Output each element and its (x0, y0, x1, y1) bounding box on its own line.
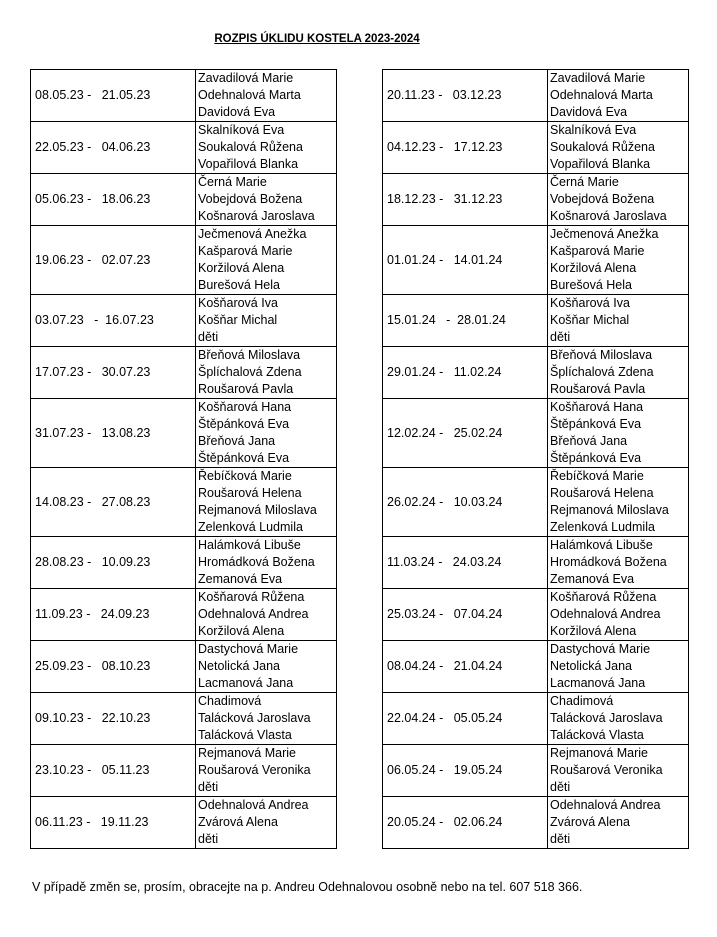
date-range: 14.08.23 - 27.08.23 (31, 468, 196, 537)
date-range: 09.10.23 - 22.10.23 (31, 693, 196, 745)
volunteer-names (548, 797, 689, 849)
schedule-row (383, 174, 689, 226)
volunteer-name: Štěpánková Eva (550, 417, 642, 431)
schedule-row (383, 468, 689, 537)
volunteer-name: Burešová Hela (198, 278, 280, 292)
volunteer-name: Davidová Eva (550, 105, 628, 119)
volunteer-name: Zemanová Eva (550, 572, 635, 586)
date-range: 03.07.23 - 16.07.23 (31, 295, 196, 347)
date-range: 08.04.24 - 21.04.24 (383, 641, 548, 693)
schedule-row (383, 122, 689, 174)
schedule-row (31, 797, 337, 849)
schedule-row (31, 226, 337, 295)
volunteer-names (548, 641, 689, 693)
volunteer-name: Košňarová Iva (198, 296, 278, 310)
volunteer-name: Odehnalová Andrea (198, 798, 309, 812)
volunteer-name: Ječmenová Anežka (198, 227, 307, 241)
date-range: 23.10.23 - 05.11.23 (31, 745, 196, 797)
volunteer-names (196, 226, 337, 295)
volunteer-name: Roušarová Helena (550, 486, 654, 500)
schedule-row (383, 693, 689, 745)
volunteer-name: Rejmanová Miloslava (550, 503, 669, 517)
volunteer-name: Koržilová Alena (198, 624, 285, 638)
volunteer-name: děti (550, 832, 571, 846)
date-range: 01.01.24 - 14.01.24 (383, 226, 548, 295)
volunteer-names (196, 641, 337, 693)
volunteer-name: Vopařilová Blanka (198, 157, 299, 171)
date-range: 11.09.23 - 24.09.23 (31, 589, 196, 641)
volunteer-name: Talácková Jaroslava (198, 711, 311, 725)
schedule-table-left (30, 69, 337, 849)
volunteer-name: Zvárová Alena (550, 815, 630, 829)
date-range: 08.05.23 - 21.05.23 (31, 70, 196, 122)
volunteer-name: Odehnalová Andrea (550, 607, 661, 621)
volunteer-name: Břeňová Miloslava (550, 348, 653, 362)
date-range: 26.02.24 - 10.03.24 (383, 468, 548, 537)
volunteer-names (548, 537, 689, 589)
schedule-row (31, 347, 337, 399)
schedule-row (383, 797, 689, 849)
volunteer-name: Skalníková Eva (550, 123, 637, 137)
volunteer-name: Odehnalová Andrea (198, 607, 309, 621)
volunteer-name: Kašparová Marie (198, 244, 293, 258)
schedule-row (31, 745, 337, 797)
volunteer-name: Hromádková Božena (550, 555, 667, 569)
volunteer-name: Kašparová Marie (550, 244, 645, 258)
volunteer-name: Košňar Michal (198, 313, 278, 327)
schedule-row (31, 589, 337, 641)
date-range: 18.12.23 - 31.12.23 (383, 174, 548, 226)
volunteer-names (548, 399, 689, 468)
volunteer-name: Zelenková Ludmila (550, 520, 655, 534)
schedule-row (383, 399, 689, 468)
volunteer-name: Zavadilová Marie (198, 71, 294, 85)
volunteer-names (548, 693, 689, 745)
schedule-row (383, 226, 689, 295)
volunteer-name: děti (550, 780, 571, 794)
volunteer-names (196, 122, 337, 174)
volunteer-name: Zavadilová Marie (550, 71, 646, 85)
volunteer-name: Netolická Jana (198, 659, 280, 673)
date-range: 20.11.23 - 03.12.23 (383, 70, 548, 122)
volunteer-name: Roušarová Pavla (550, 382, 646, 396)
schedule-row (383, 295, 689, 347)
volunteer-name: Chadimová (198, 694, 262, 708)
volunteer-name: Burešová Hela (550, 278, 632, 292)
volunteer-name: Halámková Libuše (198, 538, 301, 552)
volunteer-name: Odehnalová Marta (550, 88, 653, 102)
volunteer-name: Odehnalová Marta (198, 88, 301, 102)
date-range: 25.09.23 - 08.10.23 (31, 641, 196, 693)
volunteer-names (548, 745, 689, 797)
volunteer-name: Košňarová Růžena (198, 590, 305, 604)
volunteer-names (196, 745, 337, 797)
schedule-table-right (382, 69, 689, 849)
volunteer-name: Skalníková Eva (198, 123, 285, 137)
volunteer-names (196, 693, 337, 745)
volunteer-names (196, 347, 337, 399)
volunteer-name: Štěpánková Eva (550, 451, 642, 465)
date-range: 05.06.23 - 18.06.23 (31, 174, 196, 226)
volunteer-name: Koržilová Alena (198, 261, 285, 275)
volunteer-name: Zelenková Ludmila (198, 520, 303, 534)
volunteer-names (196, 174, 337, 226)
volunteer-names (548, 468, 689, 537)
volunteer-name: děti (198, 330, 219, 344)
volunteer-name: Dastychová Marie (550, 642, 651, 656)
volunteer-name: Chadimová (550, 694, 614, 708)
schedule-row (31, 693, 337, 745)
volunteer-name: děti (550, 330, 571, 344)
volunteer-name: děti (198, 780, 219, 794)
volunteer-names (548, 122, 689, 174)
volunteer-name: Rejmanová Marie (198, 746, 296, 760)
volunteer-name: Štěpánková Eva (198, 417, 290, 431)
date-range: 11.03.24 - 24.03.24 (383, 537, 548, 589)
volunteer-name: Košnarová Jaroslava (198, 209, 315, 223)
volunteer-name: Břeňová Jana (198, 434, 276, 448)
date-range: 06.05.24 - 19.05.24 (383, 745, 548, 797)
volunteer-names (548, 347, 689, 399)
volunteer-name: Štěpánková Eva (198, 451, 290, 465)
volunteer-name: Břeňová Jana (550, 434, 628, 448)
volunteer-name: Roušarová Pavla (198, 382, 294, 396)
schedule-body-right (383, 70, 689, 849)
volunteer-name: Černá Marie (550, 175, 619, 189)
schedule-row (383, 347, 689, 399)
schedule-row (383, 745, 689, 797)
volunteer-name: Odehnalová Andrea (550, 798, 661, 812)
volunteer-name: Šplíchalová Zdena (550, 365, 654, 379)
schedule-row (31, 399, 337, 468)
volunteer-names (548, 295, 689, 347)
date-range: 12.02.24 - 25.02.24 (383, 399, 548, 468)
volunteer-name: Šplíchalová Zdena (198, 365, 302, 379)
volunteer-name: děti (198, 832, 219, 846)
volunteer-name: Hromádková Božena (198, 555, 315, 569)
volunteer-name: Koržilová Alena (550, 261, 637, 275)
volunteer-name: Lacmanová Jana (198, 676, 294, 690)
volunteer-names (196, 468, 337, 537)
volunteer-name: Soukalová Růžena (550, 140, 655, 154)
volunteer-name: Davidová Eva (198, 105, 276, 119)
volunteer-name: Košňarová Iva (550, 296, 630, 310)
schedule-body-left (31, 70, 337, 849)
volunteer-name: Roušarová Veronika (550, 763, 663, 777)
schedule-row (383, 537, 689, 589)
volunteer-name: Rejmanová Miloslava (198, 503, 317, 517)
volunteer-name: Ječmenová Anežka (550, 227, 659, 241)
volunteer-name: Dastychová Marie (198, 642, 299, 656)
date-range: 22.04.24 - 05.05.24 (383, 693, 548, 745)
volunteer-names (196, 797, 337, 849)
volunteer-name: Zemanová Eva (198, 572, 283, 586)
date-range: 19.06.23 - 02.07.23 (31, 226, 196, 295)
volunteer-names (548, 70, 689, 122)
volunteer-names (196, 399, 337, 468)
volunteer-names (548, 589, 689, 641)
volunteer-name: Vobejdová Božena (198, 192, 303, 206)
date-range: 04.12.23 - 17.12.23 (383, 122, 548, 174)
volunteer-name: Černá Marie (198, 175, 267, 189)
volunteer-names (196, 589, 337, 641)
schedule-row (383, 589, 689, 641)
date-range: 06.11.23 - 19.11.23 (31, 797, 196, 849)
schedule-row (383, 70, 689, 122)
schedule-row (31, 641, 337, 693)
volunteer-name: Košňarová Hana (198, 400, 292, 414)
volunteer-name: Talácková Jaroslava (550, 711, 663, 725)
volunteer-name: Řebíčková Marie (198, 469, 292, 483)
schedule-row (31, 295, 337, 347)
date-range: 15.01.24 - 28.01.24 (383, 295, 548, 347)
volunteer-name: Talácková Vlasta (198, 728, 292, 742)
date-range: 31.07.23 - 13.08.23 (31, 399, 196, 468)
volunteer-name: Rejmanová Marie (550, 746, 648, 760)
volunteer-name: Roušarová Helena (198, 486, 302, 500)
schedule-row (31, 70, 337, 122)
date-range: 28.08.23 - 10.09.23 (31, 537, 196, 589)
volunteer-name: Košňarová Hana (550, 400, 644, 414)
date-range: 17.07.23 - 30.07.23 (31, 347, 196, 399)
volunteer-names (548, 174, 689, 226)
contact-note: V případě změn se, prosím, obracejte na p. Andreu Odehnalovou osobně nebo na tel. 607 518 366. (32, 880, 583, 894)
volunteer-name: Roušarová Veronika (198, 763, 311, 777)
volunteer-name: Soukalová Růžena (198, 140, 303, 154)
volunteer-name: Řebíčková Marie (550, 469, 644, 483)
volunteer-name: Koržilová Alena (550, 624, 637, 638)
volunteer-names (196, 537, 337, 589)
volunteer-name: Vopařilová Blanka (550, 157, 651, 171)
page-title: ROZPIS ÚKLIDU KOSTELA 2023-2024 (214, 33, 420, 45)
volunteer-name: Břeňová Miloslava (198, 348, 301, 362)
date-range: 22.05.23 - 04.06.23 (31, 122, 196, 174)
date-range: 29.01.24 - 11.02.24 (383, 347, 548, 399)
schedule-row (31, 174, 337, 226)
schedule-row (31, 122, 337, 174)
volunteer-name: Košnarová Jaroslava (550, 209, 667, 223)
volunteer-name: Vobejdová Božena (550, 192, 655, 206)
volunteer-name: Košňarová Růžena (550, 590, 657, 604)
schedule-row (383, 641, 689, 693)
volunteer-names (196, 70, 337, 122)
volunteer-name: Košňar Michal (550, 313, 630, 327)
schedule-row (31, 537, 337, 589)
volunteer-name: Talácková Vlasta (550, 728, 644, 742)
volunteer-name: Halámková Libuše (550, 538, 653, 552)
schedule-row (31, 468, 337, 537)
volunteer-names (196, 295, 337, 347)
date-range: 25.03.24 - 07.04.24 (383, 589, 548, 641)
volunteer-names (548, 226, 689, 295)
volunteer-name: Zvárová Alena (198, 815, 278, 829)
volunteer-name: Netolická Jana (550, 659, 632, 673)
volunteer-name: Lacmanová Jana (550, 676, 646, 690)
date-range: 20.05.24 - 02.06.24 (383, 797, 548, 849)
